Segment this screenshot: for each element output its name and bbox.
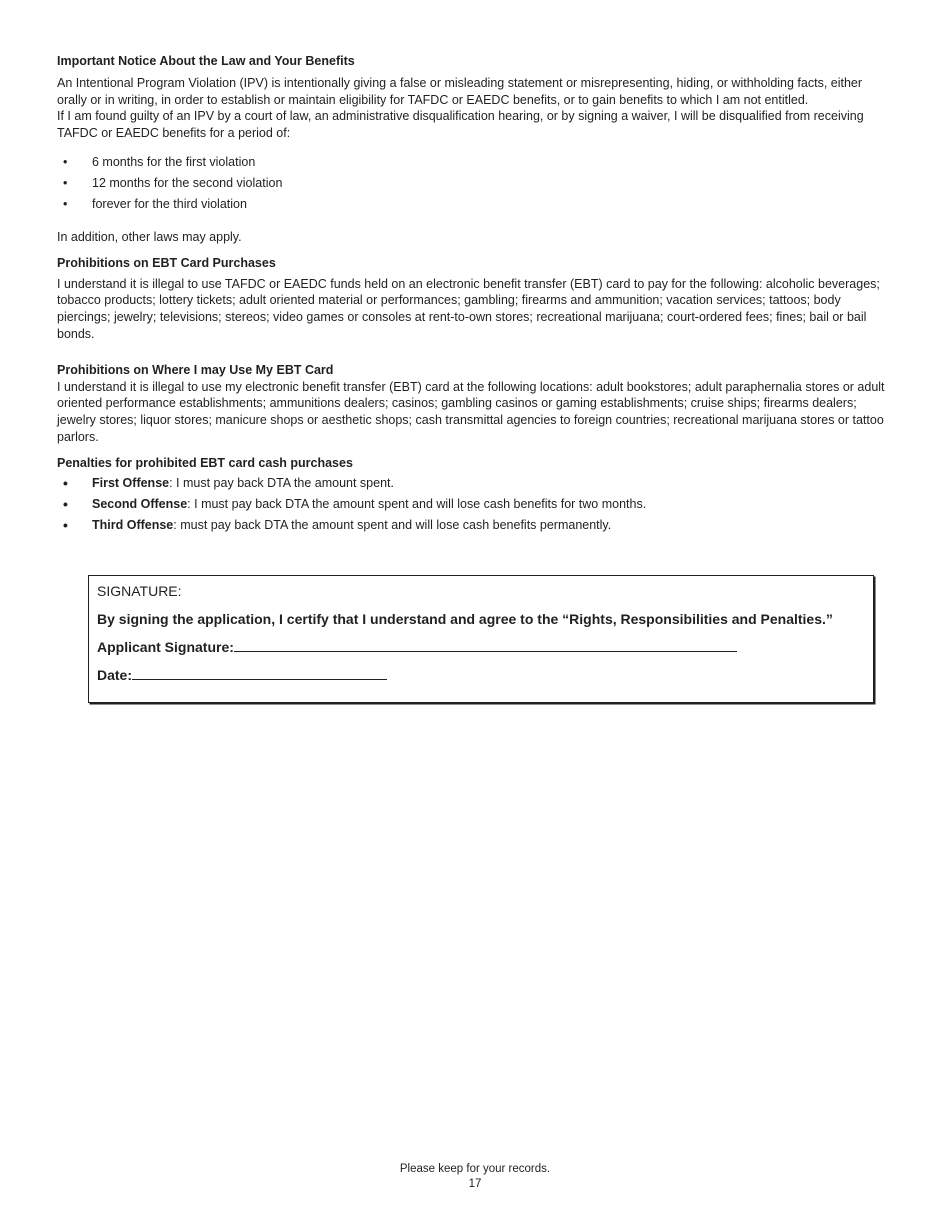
applicant-signature-label: Applicant Signature: xyxy=(97,639,234,655)
bullet-marker: • xyxy=(63,474,68,491)
purchases-heading: Prohibitions on EBT Card Purchases xyxy=(57,255,276,270)
records-note: Please keep for your records. xyxy=(399,1163,551,1175)
offense-label: Second Offense xyxy=(92,496,188,511)
list-item xyxy=(57,475,892,496)
penalties-list xyxy=(57,475,892,538)
page-footer xyxy=(0,1162,950,1192)
date-row xyxy=(97,666,865,684)
list-item xyxy=(57,175,892,196)
list-item-text: 6 months for the first violation xyxy=(92,154,256,169)
bullet-marker: • xyxy=(63,154,68,169)
certify-statement: By signing the application, I certify that I understand and agree to the “Rights, Responsibilities and Penalties.” xyxy=(97,611,833,627)
ipv-bullet-list xyxy=(57,154,892,217)
penalties-section xyxy=(57,455,892,538)
ipv-heading: Important Notice About the Law and Your Benefits xyxy=(57,54,355,68)
offense-text: : must pay back DTA the amount spent and will lose cash benefits permanently. xyxy=(173,517,612,532)
offense-text: : I must pay back DTA the amount spent and will lose cash benefits for two months. xyxy=(187,496,647,511)
ipv-disqualification: If I am found guilty of an IPV by a court of law, an administrative disqualification hearing, or by signing a waiver, I will be disqualified from receiving TAFDC or EAEDC benefits for a period of: xyxy=(57,109,864,141)
bullet-marker: • xyxy=(63,175,68,190)
applicant-signature-field[interactable] xyxy=(234,640,737,652)
applicant-signature-row xyxy=(97,638,865,656)
bullet-marker: • xyxy=(63,495,68,512)
ipv-definition: An Intentional Program Violation (IPV) is intentionally giving a false or misleading statement or misrepresenting, hiding, or withholding facts, either orally or in writing, in order to establish or maintain eligibility for TAFDC or EAEDC benefits, or to gain benefits to which I am not entitled. xyxy=(57,75,863,107)
list-item xyxy=(57,517,892,538)
list-item-text: 12 months for the second violation xyxy=(92,175,283,190)
offense-text: : I must pay back DTA the amount spent. xyxy=(169,475,394,490)
list-item-text xyxy=(92,496,646,513)
page-number: 17 xyxy=(468,1178,482,1190)
bullet-marker: • xyxy=(63,516,68,533)
penalties-heading: Penalties for prohibited EBT card cash purchases xyxy=(57,455,353,470)
ipv-section xyxy=(57,53,892,246)
list-item-text: forever for the third violation xyxy=(92,196,247,211)
date-field[interactable] xyxy=(132,668,387,680)
locations-section xyxy=(57,362,892,446)
offense-label: Third Offense xyxy=(92,517,174,532)
purchases-body: I understand it is illegal to use TAFDC or EAEDC funds held on an electronic benefit transfer (EBT) card to pay for the following: alcoholic beverages; tobacco products; lottery tickets; adult oriented material or performances; gambling; firearms and ammunition; vacation services; tattoos; body piercings; jewelry; televisions; stereos; video games or consoles at rent-to-own stores; recreational marijuana; court-ordered fees; fines; bail or bail bonds. xyxy=(57,276,880,341)
signature-box xyxy=(88,575,874,703)
bullet-marker: • xyxy=(63,196,68,211)
document-body xyxy=(57,53,892,538)
date-label: Date: xyxy=(97,667,133,683)
locations-body: I understand it is illegal to use my electronic benefit transfer (EBT) card at the following locations: adult bookstores; adult paraphernalia stores or adult oriented performance establishments; ammunitions dealers; casinos; gambling casinos or gaming establishments; cruise ships; firearms dealers; jewelry stores; liquor stores; manicure shops or aesthetic shops; cash transmittal agencies to foreign countries; recreational marijuana stores or tattoo parlors. xyxy=(57,379,885,444)
purchases-section xyxy=(57,255,892,343)
list-item xyxy=(57,154,892,175)
signature-title: SIGNATURE: xyxy=(97,583,182,599)
list-item-text xyxy=(92,475,394,492)
offense-label: First Offense xyxy=(92,475,170,490)
locations-heading: Prohibitions on Where I may Use My EBT Card xyxy=(57,362,334,377)
list-item xyxy=(57,196,892,217)
other-laws-note: In addition, other laws may apply. xyxy=(57,229,242,244)
list-item-text xyxy=(92,517,611,534)
list-item xyxy=(57,496,892,517)
